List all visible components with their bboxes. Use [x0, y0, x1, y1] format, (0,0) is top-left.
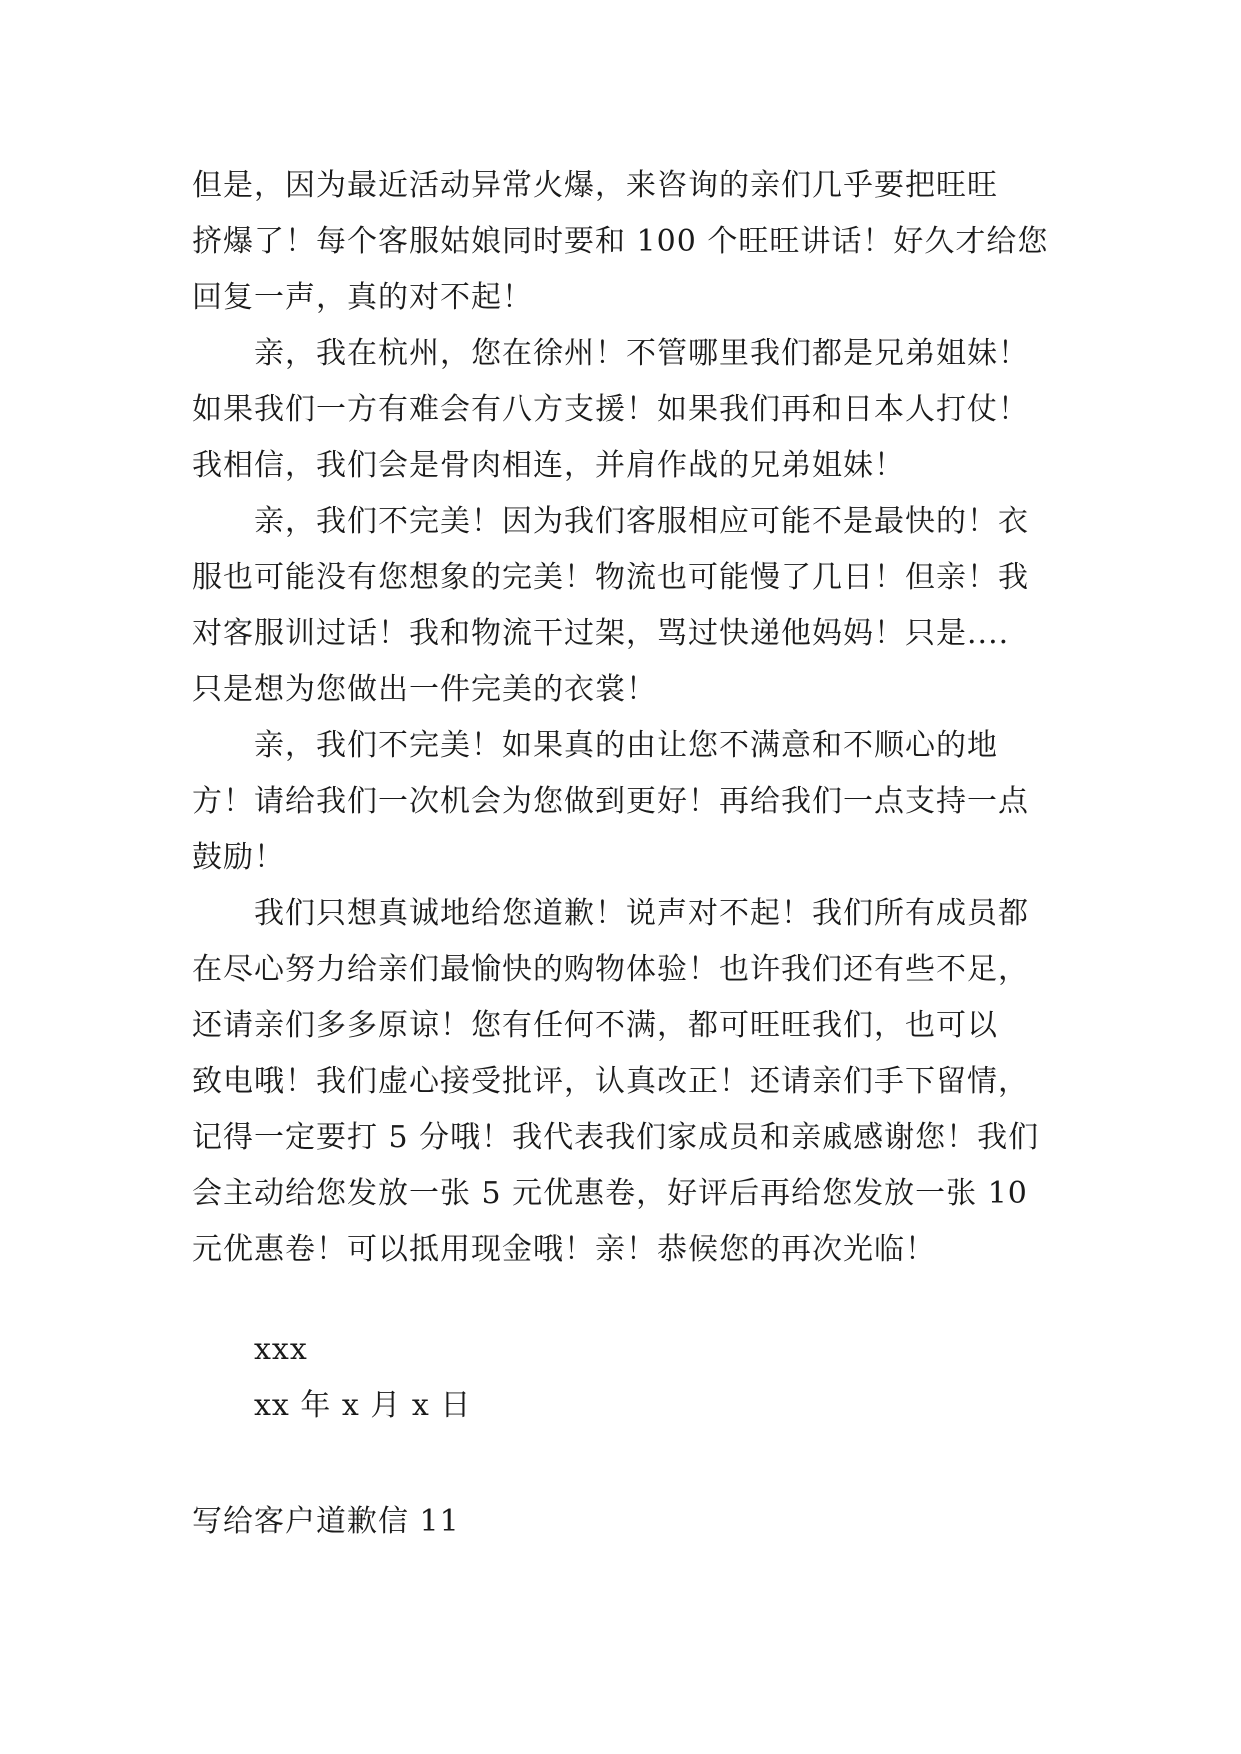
- body-line: 我相信，我们会是骨肉相连，并肩作战的兄弟姐妹！: [192, 448, 905, 483]
- body-line: 挤爆了！每个客服姑娘同时要和 100 个旺旺讲话！好久才给您: [192, 224, 1049, 259]
- signature-block: [254, 1322, 471, 1434]
- body-line: 会主动给您发放一张 5 元优惠卷，好评后再给您发放一张 10: [192, 1176, 1028, 1211]
- body-line: 记得一定要打 5 分哦！我代表我们家成员和亲戚感谢您！我们: [192, 1120, 1040, 1155]
- body-line: 服也可能没有您想象的完美！物流也可能慢了几日！但亲！我: [192, 560, 1029, 595]
- body-line: 如果我们一方有难会有八方支援！如果我们再和日本人打仗！: [192, 392, 1029, 427]
- body-line: 对客服训过话！我和物流干过架，骂过快递他妈妈！只是....: [192, 616, 1010, 651]
- body-line: 回复一声，真的对不起！: [192, 280, 533, 315]
- paragraph-start-line: 亲，我们不完美！如果真的由让您不满意和不顺心的地: [254, 728, 998, 763]
- signature-name: xxx: [254, 1332, 308, 1367]
- paragraph-start-line: 我们只想真诚地给您道歉！说声对不起！我们所有成员都: [254, 896, 1029, 931]
- paragraph-start-line: 亲，我们不完美！因为我们客服相应可能不是最快的！衣: [254, 504, 1029, 539]
- next-section-title: 写给客户道歉信 11: [192, 1504, 460, 1539]
- body-line: 致电哦！我们虚心接受批评，认真改正！还请亲们手下留情，: [192, 1064, 1029, 1099]
- body-line: 但是，因为最近活动异常火爆，来咨询的亲们几乎要把旺旺: [192, 168, 998, 203]
- body-line: 在尽心努力给亲们最愉快的购物体验！也许我们还有些不足，: [192, 952, 1029, 987]
- body-line: 元优惠卷！可以抵用现金哦！亲！恭候您的再次光临！: [192, 1232, 936, 1267]
- body-line: 鼓励！: [192, 840, 285, 875]
- body-line: 只是想为您做出一件完美的衣裳！: [192, 672, 657, 707]
- body-line: 还请亲们多多原谅！您有任何不满，都可旺旺我们，也可以: [192, 1008, 998, 1043]
- body-line: 方！请给我们一次机会为您做到更好！再给我们一点支持一点: [192, 784, 1029, 819]
- paragraph-start-line: 亲，我在杭州，您在徐州！不管哪里我们都是兄弟姐妹！: [254, 336, 1029, 371]
- letter-body: [192, 158, 1052, 1278]
- signature-date: xx 年 x 月 x 日: [254, 1388, 472, 1423]
